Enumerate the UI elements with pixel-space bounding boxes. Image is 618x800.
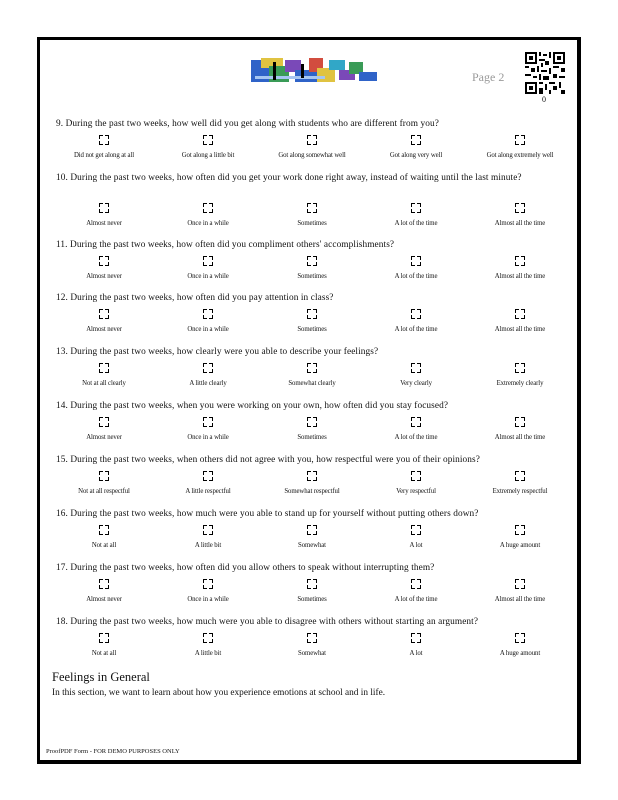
checkbox-icon[interactable] (307, 309, 317, 319)
option-label: Somewhat (298, 650, 326, 657)
option-label: Sometimes (297, 220, 327, 227)
answer-option[interactable] (52, 203, 156, 227)
answer-option[interactable] (468, 256, 572, 280)
answer-option[interactable] (52, 363, 156, 387)
checkbox-icon[interactable] (515, 525, 525, 535)
checkbox-icon[interactable] (203, 471, 213, 481)
option-label: Once in a while (187, 326, 229, 333)
answer-option[interactable] (260, 135, 364, 159)
answer-option[interactable] (468, 417, 572, 441)
option-label: A little respectful (185, 488, 231, 495)
checkbox-icon[interactable] (99, 417, 109, 427)
option-label: A lot of the time (394, 273, 438, 280)
checkbox-icon[interactable] (411, 417, 421, 427)
option-label: Almost all the time (494, 273, 546, 280)
checkbox-icon[interactable] (411, 363, 421, 373)
answer-option[interactable] (468, 633, 572, 657)
question-text: 12. During the past two weeks, how often did you pay attention in class? (56, 293, 334, 303)
answer-option[interactable] (156, 417, 260, 441)
checkbox-icon[interactable] (515, 633, 525, 643)
option-label: Almost never (86, 434, 122, 441)
answer-option[interactable] (260, 309, 364, 333)
checkbox-icon[interactable] (515, 471, 525, 481)
checkbox-icon[interactable] (99, 633, 109, 643)
answer-option[interactable] (260, 471, 364, 495)
option-label: Extremely clearly (496, 380, 544, 387)
checkbox-icon[interactable] (99, 256, 109, 266)
answer-option[interactable] (468, 525, 572, 549)
option-label: A little bit (194, 650, 222, 657)
checkbox-icon[interactable] (307, 203, 317, 213)
question-text: 17. During the past two weeks, how often did you allow others to speak without interrupting them? (56, 563, 435, 573)
option-label: Not at all respectful (78, 488, 130, 495)
section-title: Feelings in General (52, 670, 150, 684)
option-label: Not at all clearly (82, 380, 126, 387)
answer-option[interactable] (260, 203, 364, 227)
option-label: Got along somewhat well (278, 152, 346, 159)
answer-option[interactable] (52, 471, 156, 495)
qr-code-icon (524, 51, 566, 95)
answer-option[interactable] (156, 525, 260, 549)
option-label: Got along very well (389, 152, 443, 159)
answer-options (52, 579, 572, 607)
answer-options (52, 203, 572, 231)
question-text: 10. During the past two weeks, how often did you get your work done right away, instead of waiting until the last minute? (56, 173, 522, 183)
checkbox-icon[interactable] (203, 256, 213, 266)
question-text: 14. During the past two weeks, when you were working on your own, how often did you stay focused? (56, 401, 449, 411)
checkbox-icon[interactable] (515, 417, 525, 427)
checkbox-icon[interactable] (411, 579, 421, 589)
checkbox-icon[interactable] (307, 579, 317, 589)
checkbox-icon[interactable] (307, 417, 317, 427)
answer-option[interactable] (52, 256, 156, 280)
answer-option[interactable] (156, 633, 260, 657)
option-label: Extremely respectful (492, 488, 548, 495)
question-text: 9. During the past two weeks, how well did you get along with students who are different from you? (56, 119, 439, 129)
checkbox-icon[interactable] (515, 309, 525, 319)
answer-option[interactable] (156, 135, 260, 159)
checkbox-icon[interactable] (515, 135, 525, 145)
option-label: Almost all the time (494, 326, 546, 333)
answer-option[interactable] (52, 135, 156, 159)
question-text: 16. During the past two weeks, how much were you able to stand up for yourself without putting others down? (56, 509, 479, 519)
checkbox-icon[interactable] (411, 135, 421, 145)
option-label: Did not get along at all (73, 152, 135, 159)
answer-option[interactable] (468, 363, 572, 387)
section-intro: In this section, we want to learn about how you experience emotions at school and in life. (52, 688, 386, 698)
checkbox-icon[interactable] (307, 135, 317, 145)
checkbox-icon[interactable] (307, 471, 317, 481)
answer-options (52, 525, 572, 553)
page-number: Page 2 (472, 70, 505, 84)
option-label: Got along a little bit (181, 152, 235, 159)
answer-option[interactable] (156, 203, 260, 227)
checkbox-icon[interactable] (99, 135, 109, 145)
option-label: A lot of the time (394, 596, 438, 603)
option-label: Sometimes (297, 596, 327, 603)
option-label: Somewhat (298, 542, 326, 549)
answer-option[interactable] (52, 579, 156, 603)
checkbox-icon[interactable] (515, 363, 525, 373)
checkbox-icon[interactable] (203, 417, 213, 427)
answer-option[interactable] (364, 633, 468, 657)
question-text: 15. During the past two weeks, when others did not agree with you, how respectful were you of their opinions? (56, 455, 480, 465)
option-label: Got along extremely well (486, 152, 554, 159)
checkbox-icon[interactable] (515, 579, 525, 589)
answer-option[interactable] (364, 203, 468, 227)
answer-option[interactable] (364, 525, 468, 549)
option-label: A huge amount (499, 650, 541, 657)
checkbox-icon[interactable] (99, 471, 109, 481)
checkbox-icon[interactable] (203, 309, 213, 319)
option-label: A lot (409, 542, 423, 549)
answer-option[interactable] (364, 363, 468, 387)
checkbox-icon[interactable] (203, 633, 213, 643)
answer-option[interactable] (468, 579, 572, 603)
form-page (37, 37, 581, 764)
option-label: Almost never (86, 273, 122, 280)
checkbox-icon[interactable] (99, 309, 109, 319)
option-label: Sometimes (297, 434, 327, 441)
answer-option[interactable] (364, 135, 468, 159)
option-label: Once in a while (187, 434, 229, 441)
option-label: Somewhat respectful (284, 488, 340, 495)
option-label: Almost never (86, 220, 122, 227)
checkbox-icon[interactable] (411, 471, 421, 481)
answer-options (52, 471, 572, 499)
option-label: Somewhat clearly (288, 380, 336, 387)
checkbox-icon[interactable] (99, 203, 109, 213)
question-text: 18. During the past two weeks, how much were you able to disagree with others without starting an argument? (56, 617, 479, 627)
option-label: A huge amount (499, 542, 541, 549)
checkbox-icon[interactable] (307, 525, 317, 535)
checkbox-icon[interactable] (411, 633, 421, 643)
option-label: A little clearly (189, 380, 227, 387)
answer-option[interactable] (260, 633, 364, 657)
checkbox-icon[interactable] (203, 203, 213, 213)
question-text: 13. During the past two weeks, how clearly were you able to describe your feelings? (56, 347, 379, 357)
answer-option[interactable] (364, 417, 468, 441)
answer-options (52, 633, 572, 661)
option-label: A lot (409, 650, 423, 657)
question-text: 11. During the past two weeks, how often did you compliment others' accomplishments? (56, 240, 395, 250)
checkbox-icon[interactable] (411, 309, 421, 319)
checkbox-icon[interactable] (411, 525, 421, 535)
checkbox-icon[interactable] (203, 525, 213, 535)
answer-option[interactable] (156, 471, 260, 495)
answer-option[interactable] (52, 633, 156, 657)
answer-option[interactable] (468, 309, 572, 333)
answer-option[interactable] (364, 309, 468, 333)
checkbox-icon[interactable] (515, 203, 525, 213)
checkbox-icon[interactable] (307, 363, 317, 373)
answer-option[interactable] (468, 203, 572, 227)
answer-option[interactable] (52, 417, 156, 441)
option-label: Sometimes (297, 273, 327, 280)
option-label: A lot of the time (394, 220, 438, 227)
answer-option[interactable] (364, 471, 468, 495)
option-label: Once in a while (187, 596, 229, 603)
checkbox-icon[interactable] (411, 256, 421, 266)
answer-options (52, 256, 572, 284)
answer-option[interactable] (468, 471, 572, 495)
answer-option[interactable] (364, 579, 468, 603)
checkbox-icon[interactable] (307, 633, 317, 643)
answer-option[interactable] (52, 309, 156, 333)
option-label: A lot of the time (394, 326, 438, 333)
option-label: Almost all the time (494, 220, 546, 227)
option-label: Sometimes (297, 326, 327, 333)
checkbox-icon[interactable] (99, 579, 109, 589)
option-label: Almost never (86, 596, 122, 603)
option-label: Not at all (91, 542, 117, 549)
answer-option[interactable] (260, 256, 364, 280)
answer-option[interactable] (156, 579, 260, 603)
answer-option[interactable] (156, 309, 260, 333)
answer-options (52, 363, 572, 391)
answer-options (52, 309, 572, 337)
answer-options (52, 417, 572, 445)
option-label: A little bit (194, 542, 222, 549)
option-label: Almost all the time (494, 434, 546, 441)
option-label: Very respectful (396, 488, 436, 495)
answer-option[interactable] (156, 363, 260, 387)
checkbox-icon[interactable] (411, 203, 421, 213)
option-label: A lot of the time (394, 434, 438, 441)
option-label: Once in a while (187, 273, 229, 280)
demo-footer: ProofPDF Form - FOR DEMO PURPOSES ONLY (46, 748, 180, 755)
answer-option[interactable] (156, 256, 260, 280)
answer-option[interactable] (260, 525, 364, 549)
answer-option[interactable] (52, 525, 156, 549)
answer-option[interactable] (260, 417, 364, 441)
school-logo-image (251, 58, 377, 84)
answer-option[interactable] (260, 363, 364, 387)
answer-option[interactable] (260, 579, 364, 603)
option-label: Not at all (91, 650, 117, 657)
checkbox-icon[interactable] (203, 363, 213, 373)
option-label: Very clearly (400, 380, 432, 387)
option-label: Almost all the time (494, 596, 546, 603)
option-label: Almost never (86, 326, 122, 333)
answer-options (52, 135, 572, 163)
qr-caption: 0 (542, 95, 546, 104)
checkbox-icon[interactable] (515, 256, 525, 266)
answer-option[interactable] (364, 256, 468, 280)
answer-option[interactable] (468, 135, 572, 159)
checkbox-icon[interactable] (203, 135, 213, 145)
option-label: Once in a while (187, 220, 229, 227)
checkbox-icon[interactable] (307, 256, 317, 266)
checkbox-icon[interactable] (99, 363, 109, 373)
checkbox-icon[interactable] (99, 525, 109, 535)
checkbox-icon[interactable] (203, 579, 213, 589)
